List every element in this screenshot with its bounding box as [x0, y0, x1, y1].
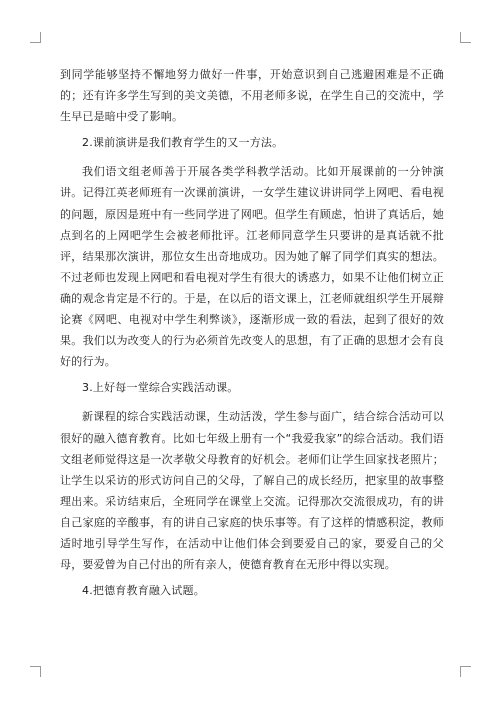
crop-mark-top-left [30, 32, 41, 43]
paragraph-continuation: 到同学能够坚持不懈地努力做好一件事，开始意识到自己逃避困难是不正确的；还有许多学生写到的美文美德，不用老师多说，在学生自己的交流中，学生早已是暗中受了影响。 [60, 68, 444, 124]
crop-mark-bottom-left [30, 666, 41, 677]
document-body [60, 64, 444, 609]
paragraph-practice-activity: 新课程的综合实践活动课，生动活泼，学生参与面广，结合综合活动可以很好的融入德育教育。比如七年级上册有一个“我爱我家”的综合活动。我们语文组老师觉得这是一次孝敬父母教育的好机会。老师们让学生回家找老照片；让学生以采访的形式访问自己的父母，了解自己的成长经历，把家里的故事整理出来。采访结束后，全班同学在课堂上交流。记得那次交流很成功，有的讲自己家庭的辛酸事，有的讲自己家庭的快乐事等。有了这样的情感积淀，教师适时地引导学生写作，在活动中让他们体会到要爱自己的家，要爱自己的父母，要爱曾为自己付出的所有亲人，使德育教育在无形中得以实现。 [60, 410, 444, 572]
paragraph-speech-activity: 我们语文组老师善于开展各类学科教学活动。比如开展课前的一分钟演讲。记得江英老师班有一次课前演讲，一女学生建议讲讲同学上网吧、看电视的问题，原因是班中有一些同学进了网吧。但学生有顾虑，怕讲了真话后，她点到名的上网吧学生会被老师批评。江老师同意学生只要讲的是真话就不批评，结果那次演讲，那位女生出奇地成功。因为她了解了同学们真实的想法。不过老师也发现上网吧和看电视对学生有很大的诱惑力，如果不让他们树立正确的观念肯定是不行的。于是，在以后的语文课上，江老师就组织学生开展辩论赛《网吧、电视对中学生利弊谈》，逐渐形成一致的看法，起到了很好的效果。我们以为改变人的行为必须首先改变人的思想，有了正确的思想才会有良好的行为。 [60, 165, 444, 369]
section-heading-4: 4.把德育教育融入试题。 [82, 584, 205, 598]
crop-mark-top-right [460, 32, 471, 43]
section-heading-2: 2.课前演讲是我们教育学生的又一方法。 [82, 136, 284, 150]
crop-mark-bottom-right [460, 666, 471, 677]
section-heading-3: 3.上好每一堂综合实践活动课。 [82, 381, 239, 395]
